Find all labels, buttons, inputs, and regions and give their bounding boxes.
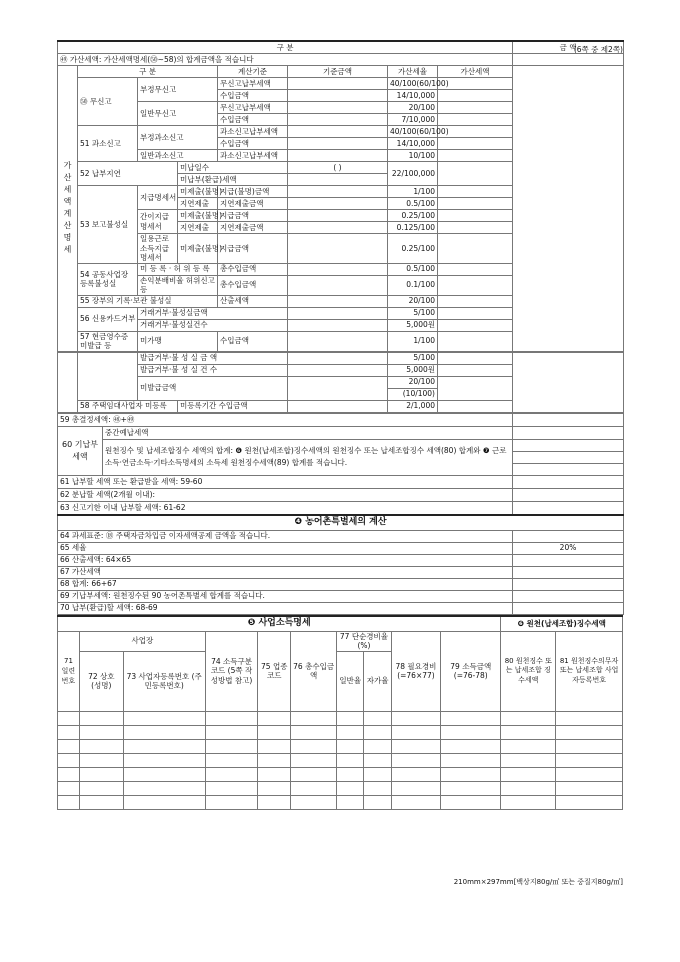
base: [288, 275, 388, 295]
cell[interactable]: [291, 767, 337, 781]
basis: 과소신고납부세액: [218, 126, 288, 138]
line-69: 69 기납부세액: 원천징수된 90 농어촌특별세 합계를 적습니다.: [58, 590, 513, 602]
cell[interactable]: [205, 753, 258, 767]
cell[interactable]: [291, 795, 337, 809]
tax: [438, 186, 513, 198]
cell[interactable]: [556, 711, 623, 725]
line-70: 70 납부(환급)할 세액: 68-69: [58, 602, 513, 614]
item: 미 등 록 · 허 위 등 록: [138, 263, 218, 275]
base: [288, 126, 388, 138]
item: 미제출(불명): [178, 186, 218, 198]
cell[interactable]: [364, 795, 391, 809]
basis: 미납부(환급)세액: [178, 174, 288, 186]
business-income-table: [57, 615, 623, 810]
basis: 과소신고납부세액: [218, 150, 288, 162]
amount: [513, 578, 624, 590]
rate: 0.125/100: [388, 222, 438, 234]
basis: 미납일수: [178, 162, 288, 174]
tax: [438, 234, 513, 264]
cell[interactable]: [391, 739, 440, 753]
col-81: 81 원천징수의무자 또는 납세조합 사업자등록번호: [556, 631, 623, 711]
cell[interactable]: [364, 753, 391, 767]
rate: 0.5/100: [388, 263, 438, 275]
cell[interactable]: [205, 725, 258, 739]
line-67: 67 가산세액: [58, 566, 513, 578]
cell[interactable]: [291, 753, 337, 767]
side-continue: [58, 352, 78, 412]
cell[interactable]: [291, 781, 337, 795]
cell[interactable]: [123, 711, 205, 725]
row-50b: 일반무신고: [138, 102, 218, 126]
col-77b: 자가율: [364, 651, 391, 711]
base: [288, 78, 388, 90]
base: [288, 222, 388, 234]
cell[interactable]: [556, 739, 623, 753]
cell[interactable]: [501, 795, 556, 809]
basis: 무신고납부세액: [218, 102, 288, 114]
cell[interactable]: [123, 739, 205, 753]
row-54: 54 공동사업장 등록불성실: [78, 263, 138, 295]
cell[interactable]: [364, 781, 391, 795]
cell[interactable]: [337, 725, 364, 739]
cell[interactable]: [205, 711, 258, 725]
cell[interactable]: [58, 725, 80, 739]
item: 미등록기간 수입금액: [178, 400, 288, 412]
amount: [513, 439, 624, 451]
base: [288, 90, 388, 102]
cell[interactable]: [391, 753, 440, 767]
base: ( ): [288, 162, 388, 174]
base: [288, 376, 388, 400]
base: [288, 210, 388, 222]
base: [288, 234, 388, 264]
cell[interactable]: [58, 739, 80, 753]
cell[interactable]: [501, 753, 556, 767]
amount: [513, 554, 624, 566]
cell[interactable]: [337, 711, 364, 725]
cell[interactable]: [58, 711, 80, 725]
cell[interactable]: [79, 781, 123, 795]
tax: [438, 138, 513, 150]
cell[interactable]: [58, 753, 80, 767]
amount: [513, 426, 624, 439]
col-79: 79 소득금액 (=76-78): [441, 631, 501, 711]
side-label: 가산세액계산명세: [58, 66, 78, 352]
cell[interactable]: [79, 739, 123, 753]
item: 지연제출: [178, 198, 218, 210]
tax: [438, 198, 513, 210]
tax: [438, 90, 513, 102]
cell[interactable]: [205, 767, 258, 781]
rate: 10/100: [388, 150, 438, 162]
tax: [438, 275, 513, 295]
row-58: 58 주택임대사업자 미등록: [78, 400, 178, 412]
rate: 14/10,000: [388, 90, 438, 102]
rate: 1/100: [388, 331, 438, 351]
basis: 수입금액: [218, 114, 288, 126]
row-51b: 일반과소신고: [138, 150, 218, 162]
row-57-cont: [78, 352, 138, 400]
tax: [438, 400, 513, 412]
col-77a: 일반율: [337, 651, 364, 711]
amount: [513, 413, 624, 426]
cell[interactable]: [79, 767, 123, 781]
cell[interactable]: [556, 795, 623, 809]
rate: 20/100: [388, 102, 438, 114]
cell[interactable]: [556, 767, 623, 781]
section-5-title: ❺ 사업소득명세: [58, 616, 501, 632]
line-49: ㊾ 가산세액: 가산세액명세(㊿~58)의 합계금액을 적습니다: [58, 54, 513, 66]
header-gubun: 구 분: [58, 41, 513, 54]
cell[interactable]: [391, 711, 440, 725]
item: 발급거부·불 성 실 금 액: [138, 352, 288, 364]
base: [288, 186, 388, 198]
amount: [513, 451, 624, 463]
col-74: 74 소득구분코드 (5쪽 작성방법 참고): [205, 631, 258, 711]
summary-table: [57, 413, 624, 615]
cell[interactable]: [123, 795, 205, 809]
basis: 지연제출금액: [218, 222, 288, 234]
amount: [513, 602, 624, 614]
cell[interactable]: [58, 767, 80, 781]
rate: 20/100: [388, 376, 438, 388]
header-amount: 금 액: [513, 41, 624, 54]
cell[interactable]: [258, 753, 291, 767]
base: [288, 307, 388, 319]
rate: 40/100(60/100): [388, 126, 438, 138]
cell[interactable]: [441, 739, 501, 753]
col-73: 73 사업자등록번호 (주민등록번호): [123, 651, 205, 711]
cell[interactable]: [123, 725, 205, 739]
section-6-title: ❻ 원천(납세조합)징수세액: [501, 616, 623, 632]
item: 미제출(불명): [178, 234, 218, 264]
cell[interactable]: [79, 711, 123, 725]
item: 발급거부·불 성 실 건 수: [138, 364, 288, 376]
line-64: 64 과세표준: ⑱ 주택자금차입금 이자세액공제 금액을 적습니다.: [58, 530, 513, 542]
row-51: 51 과소신고: [78, 126, 138, 162]
amount-cell: [513, 54, 624, 66]
cell[interactable]: [337, 767, 364, 781]
cell[interactable]: [556, 753, 623, 767]
page-number: (6쪽 중 제2쪽): [573, 45, 623, 54]
cell[interactable]: [291, 739, 337, 753]
cell[interactable]: [364, 711, 391, 725]
basis: 무신고납부세액: [218, 78, 288, 90]
rate: 5/100: [388, 352, 438, 364]
cell[interactable]: [79, 753, 123, 767]
tax: [438, 307, 513, 319]
tax: [438, 210, 513, 222]
cell[interactable]: [556, 781, 623, 795]
sub-rate: 가산세율: [388, 66, 438, 78]
tax: [438, 263, 513, 275]
rate: 0.25/100: [388, 210, 438, 222]
cell[interactable]: [123, 767, 205, 781]
base: [288, 138, 388, 150]
amount: [513, 566, 624, 578]
base: [288, 174, 388, 186]
cell[interactable]: [258, 739, 291, 753]
col-72: 72 상호 (성명): [79, 651, 123, 711]
cell[interactable]: [258, 781, 291, 795]
basis: 지급금액: [218, 210, 288, 222]
col-71: 71 일련번호: [58, 631, 80, 711]
cell[interactable]: [258, 725, 291, 739]
rate: 14/10,000: [388, 138, 438, 150]
cell[interactable]: [123, 781, 205, 795]
line-59: 59 총결정세액: ㊽+㊾: [58, 413, 513, 426]
base: [288, 400, 388, 412]
tax: [438, 376, 513, 400]
item: 지연제출: [178, 222, 218, 234]
cell[interactable]: [441, 725, 501, 739]
cell[interactable]: [441, 781, 501, 795]
line-60b: 원천징수 및 납세조합징수 세액의 합계: ❻ 원천(납세조합)징수세액의 원천징수 또는 납세조합징수 세액(80) 합계와 ❼ 근로소득·연금소득·기타소득명세의 소득세 원천징수세액(89) 합계를 적습니다.: [103, 439, 513, 475]
cell[interactable]: [258, 711, 291, 725]
form-page: [57, 40, 623, 810]
cell[interactable]: [123, 753, 205, 767]
rate: 1/100: [388, 186, 438, 198]
cell[interactable]: [258, 767, 291, 781]
item: 일용근로소득지급명세서: [138, 234, 178, 264]
sub-tax: 가산세액: [438, 66, 513, 78]
rate: (10/100): [388, 388, 438, 400]
cell[interactable]: [337, 781, 364, 795]
amount-cell: [513, 66, 624, 352]
basis: 수입금액: [218, 90, 288, 102]
tax: [438, 331, 513, 351]
col-77: 77 단순경비율(%): [337, 631, 392, 651]
rate: 40/100(60/100): [388, 78, 438, 90]
base: [288, 319, 388, 331]
row-50: ㊿ 무신고: [78, 78, 138, 126]
item: 손익분배비율 허위신고 등: [138, 275, 218, 295]
row-53: 53 보고불성실: [78, 186, 138, 264]
base: [288, 295, 388, 307]
cell[interactable]: [391, 781, 440, 795]
cell[interactable]: [391, 725, 440, 739]
basis: 총수입금액: [218, 275, 288, 295]
tax-table-b: [57, 352, 624, 413]
rate: 20/100: [388, 295, 438, 307]
base: [288, 331, 388, 351]
base: [288, 150, 388, 162]
rate: 0.25/100: [388, 234, 438, 264]
rate: 0.1/100: [388, 275, 438, 295]
item: 미가맹: [138, 331, 218, 351]
item: 거래거부·불성실금액: [138, 307, 288, 319]
line-60-label: 60 기납부세액: [58, 426, 103, 475]
line-62: 62 분납할 세액(2개월 이내):: [58, 488, 513, 501]
base: [288, 114, 388, 126]
cell[interactable]: [79, 795, 123, 809]
rate: 5,000원: [388, 364, 438, 376]
base: [288, 198, 388, 210]
rate: 5,000원: [388, 319, 438, 331]
cell[interactable]: [501, 711, 556, 725]
tax: [438, 319, 513, 331]
cell[interactable]: [441, 795, 501, 809]
col-78: 78 필요경비 (=76×77): [391, 631, 440, 711]
cell[interactable]: [337, 739, 364, 753]
tax: [438, 114, 513, 126]
item: 거래거부·불성실건수: [138, 319, 288, 331]
line-63: 63 신고기한 이내 납부할 세액: 61-62: [58, 501, 513, 515]
col-75: 75 업종 코드: [258, 631, 291, 711]
line-65: 65 세율: [58, 542, 513, 554]
cell[interactable]: [364, 725, 391, 739]
cell[interactable]: [441, 753, 501, 767]
cell[interactable]: [441, 767, 501, 781]
item: 미발급금액: [138, 376, 288, 400]
row-57: 57 현금영수증 미발급 등: [78, 331, 138, 351]
col-80: 80 원천징수 또는 납세조합 징수세액: [501, 631, 556, 711]
rate-20: 20%: [513, 542, 624, 554]
basis: 지급금액: [218, 234, 288, 264]
cell[interactable]: [441, 711, 501, 725]
item: 간이지급명세서: [138, 210, 178, 234]
row-56: 56 신용카드거부: [78, 307, 138, 331]
basis: 수입금액: [218, 331, 288, 351]
row-50a: 부정무신고: [138, 78, 218, 102]
cell[interactable]: [501, 781, 556, 795]
line-61: 61 납부할 세액 또는 환급받을 세액: 59-60: [58, 475, 513, 488]
cell[interactable]: [364, 767, 391, 781]
sub-base-amt: 기준금액: [288, 66, 388, 78]
rate: 2/1,000: [388, 400, 438, 412]
basis: 산출세액: [218, 295, 288, 307]
row-51a: 부정과소신고: [138, 126, 218, 150]
rate: 0.5/100: [388, 198, 438, 210]
rate: 22/100,000: [388, 162, 438, 186]
row-52: 52 납부지연: [78, 162, 178, 186]
cell[interactable]: [258, 795, 291, 809]
cell[interactable]: [556, 725, 623, 739]
sub-basis: 계산기준: [218, 66, 288, 78]
cell[interactable]: [205, 739, 258, 753]
cell[interactable]: [205, 795, 258, 809]
basis: 수입금액: [218, 138, 288, 150]
tax: [438, 102, 513, 114]
basis: 총수입금액: [218, 263, 288, 275]
rate: 7/10,000: [388, 114, 438, 126]
tax-table: [57, 40, 624, 352]
cell[interactable]: [58, 795, 80, 809]
amount: [513, 475, 624, 488]
tax: [438, 162, 513, 186]
cell[interactable]: [391, 767, 440, 781]
tax: [438, 222, 513, 234]
col-76: 76 총수입금액: [291, 631, 337, 711]
base: [288, 352, 388, 364]
line-66: 66 산출세액: 64×65: [58, 554, 513, 566]
amount: [513, 590, 624, 602]
row-55: 55 장부의 기록·보관 불성실: [78, 295, 218, 307]
cell[interactable]: [291, 711, 337, 725]
cell[interactable]: [58, 781, 80, 795]
amount-cell: [513, 352, 624, 412]
base: [288, 364, 388, 376]
cell[interactable]: [337, 753, 364, 767]
amount: [513, 530, 624, 542]
tax: [438, 364, 513, 376]
base: [288, 263, 388, 275]
item: 지급명세서: [138, 186, 178, 210]
amount: [513, 488, 624, 501]
amount: [513, 501, 624, 515]
cell[interactable]: [291, 725, 337, 739]
sub-gubun: 구 분: [78, 66, 218, 78]
cell[interactable]: [501, 739, 556, 753]
paper-spec: 210mm×297mm[백상지80g/㎡ 또는 중질지80g/㎡]: [453, 878, 623, 886]
item: 미제출(불명): [178, 210, 218, 222]
cell[interactable]: [337, 795, 364, 809]
cell[interactable]: [364, 739, 391, 753]
basis: 지급(불명)금액: [218, 186, 288, 198]
rate: 5/100: [388, 307, 438, 319]
cell[interactable]: [205, 781, 258, 795]
tax: [438, 295, 513, 307]
line-60a: 중간예납세액: [103, 426, 513, 439]
amount: [513, 463, 624, 475]
base: [288, 102, 388, 114]
cell[interactable]: [391, 795, 440, 809]
cell[interactable]: [501, 767, 556, 781]
tax: [438, 352, 513, 364]
cell[interactable]: [79, 725, 123, 739]
line-68: 68 합계: 66+67: [58, 578, 513, 590]
cell[interactable]: [501, 725, 556, 739]
tax: [438, 150, 513, 162]
section-4-title: ❹ 농어촌특별세의 계산: [58, 515, 624, 531]
col-biz: 사업장: [79, 631, 205, 651]
basis: 지연제출금액: [218, 198, 288, 210]
